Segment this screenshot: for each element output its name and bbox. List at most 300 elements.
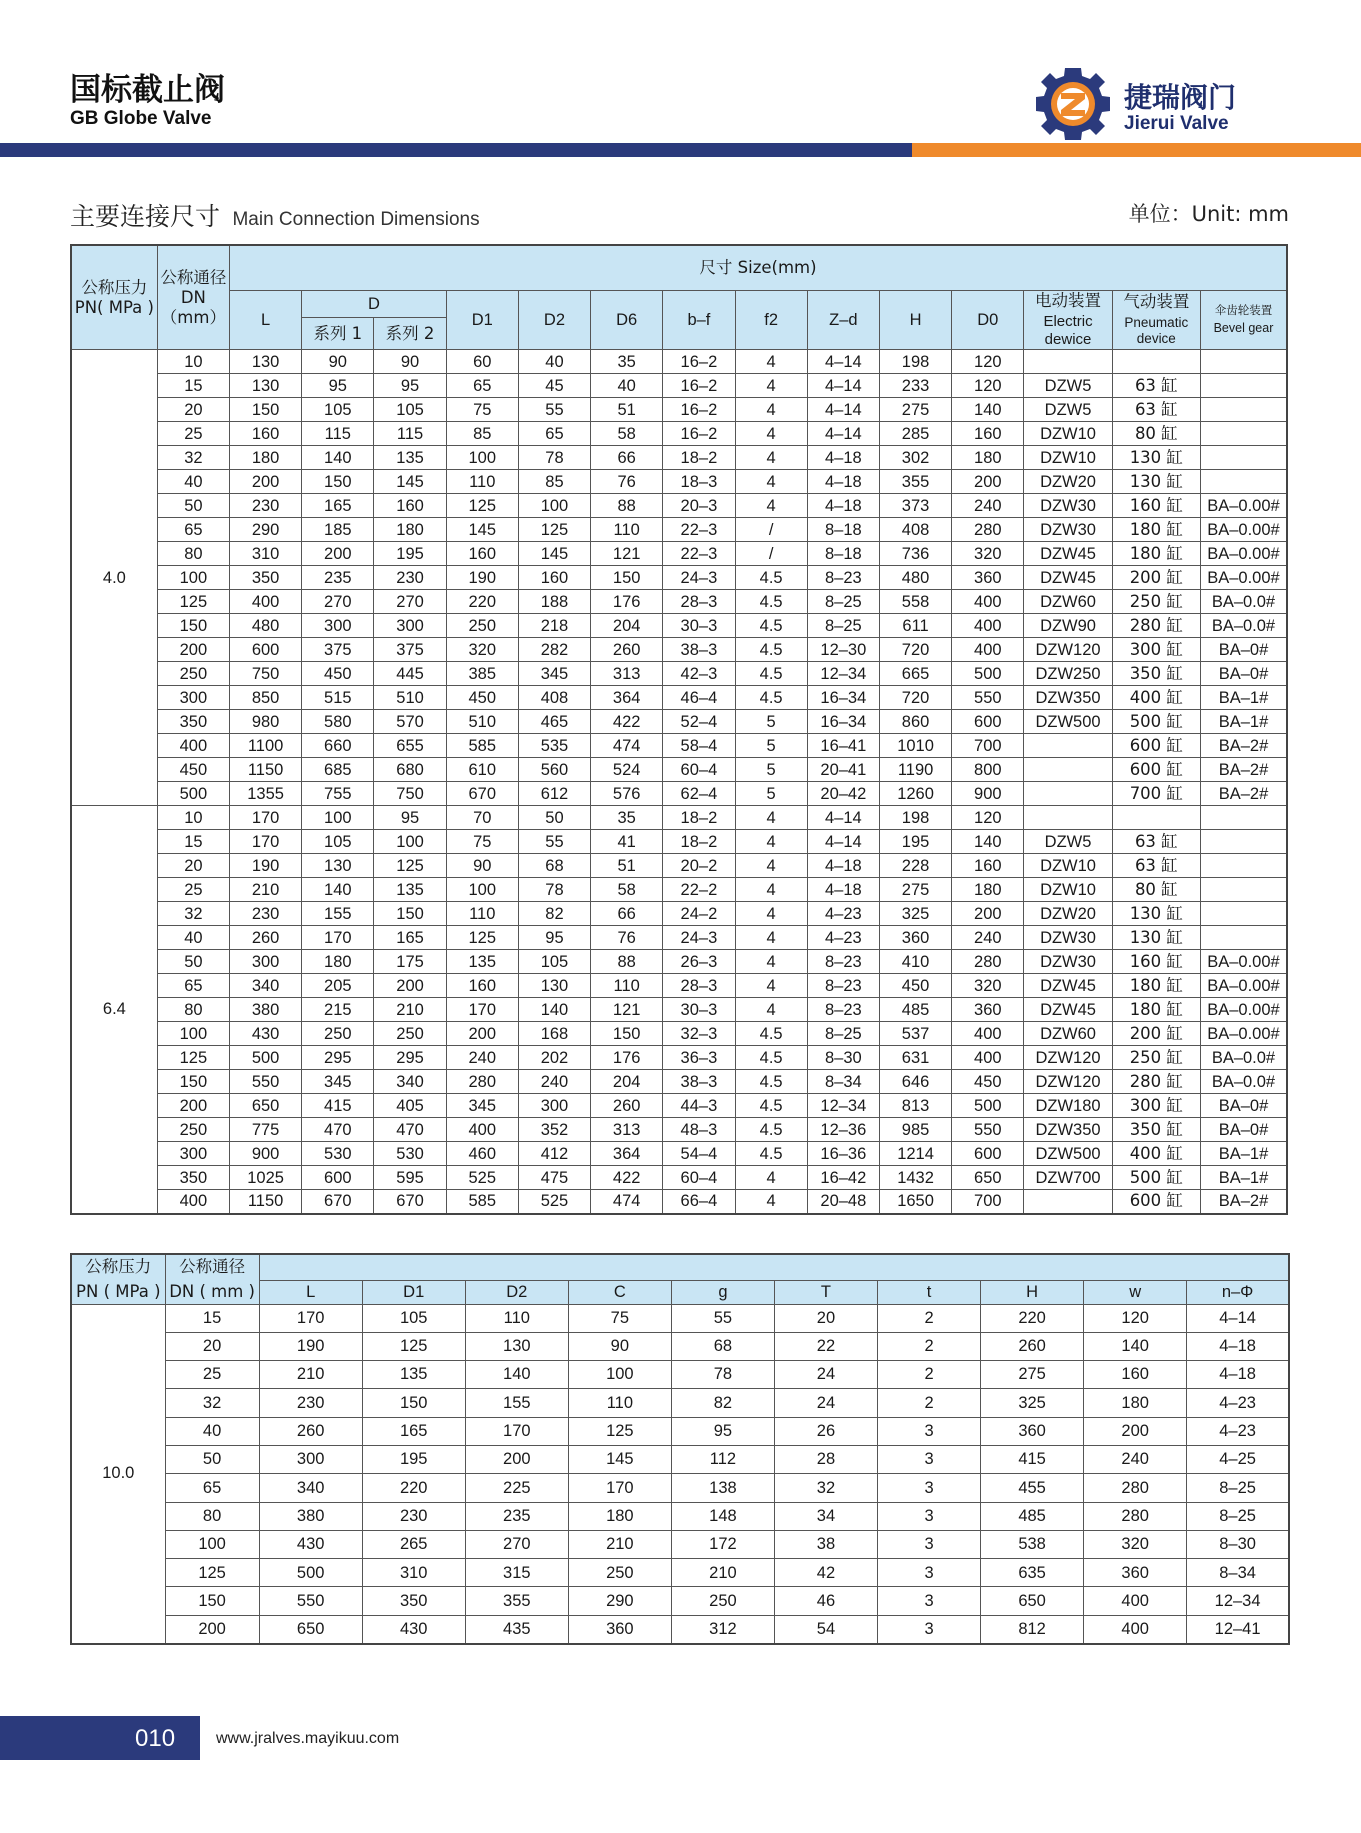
table-cell: BA–2# (1200, 758, 1287, 782)
table-cell: 90 (302, 350, 374, 374)
table-cell: BA–2# (1200, 1190, 1287, 1214)
table-cell: BA–0.0# (1200, 614, 1287, 638)
table-cell: 198 (879, 350, 951, 374)
table-row (71, 854, 1287, 878)
table-cell: 474 (591, 734, 663, 758)
table-cell: 4–14 (807, 398, 879, 422)
table-cell: 60 (446, 350, 518, 374)
table-cell: 470 (374, 1118, 446, 1142)
table-cell: 8–25 (1187, 1474, 1289, 1502)
table-cell: 700 (952, 1190, 1024, 1214)
table-cell: 550 (229, 1070, 301, 1094)
page-number: 010 (135, 1725, 176, 1752)
header-f2: f2 (735, 290, 807, 350)
table-cell: 250 (671, 1587, 774, 1615)
table-cell: DZW45 (1024, 542, 1112, 566)
table-cell: 51 (591, 398, 663, 422)
table-row (71, 974, 1287, 998)
table-cell: 145 (374, 470, 446, 494)
brand-name-cn: 捷瑞阀门 (1124, 81, 1237, 114)
table-row (71, 422, 1287, 446)
table-cell: 670 (374, 1190, 446, 1214)
table-cell: 320 (1084, 1530, 1187, 1558)
table-cell: 160 (518, 566, 590, 590)
table-cell: 300 (374, 614, 446, 638)
table-cell: 280 (952, 950, 1024, 974)
table-cell: 112 (671, 1445, 774, 1473)
table-cell: 80 缸 (1112, 878, 1200, 902)
table-cell: 4 (735, 470, 807, 494)
table-cell: 240 (952, 926, 1024, 950)
table-cell: 16–34 (807, 686, 879, 710)
table-cell: 58 (591, 422, 663, 446)
table-cell: 24–2 (663, 902, 735, 926)
table-cell: 860 (879, 710, 951, 734)
table-cell: BA–0# (1200, 1094, 1287, 1118)
table-cell (1024, 1190, 1112, 1214)
table-cell: 16–34 (807, 710, 879, 734)
table-cell: 125 (518, 518, 590, 542)
table-cell: DZW5 (1024, 830, 1112, 854)
table-cell: 15 (165, 1304, 259, 1332)
table-row (71, 1118, 1287, 1142)
table-cell: 250 缸 (1112, 590, 1200, 614)
table-cell: 38 (774, 1530, 877, 1558)
table-cell: 230 (374, 566, 446, 590)
header-dn: 公称通径DN（mm） (157, 245, 229, 350)
header-pneumatic (1112, 290, 1200, 350)
table-cell: 75 (568, 1304, 671, 1332)
header-zd: Z–d (807, 290, 879, 350)
table-cell: 465 (518, 710, 590, 734)
table-cell (1024, 806, 1112, 830)
table-cell: 12–41 (1187, 1615, 1289, 1643)
table-cell: 8–34 (807, 1070, 879, 1094)
table-cell: 42 (774, 1559, 877, 1587)
table-cell: 110 (591, 974, 663, 998)
header-bevel (1200, 290, 1287, 350)
table-cell: 32 (774, 1474, 877, 1502)
table-cell: 3 (878, 1417, 981, 1445)
header-pneumatic-cn: 气动装置 (1123, 292, 1190, 312)
header2-blank (259, 1254, 1289, 1280)
table-cell: 130 (465, 1332, 568, 1360)
table-cell: 180 (374, 518, 446, 542)
table-cell: 55 (518, 398, 590, 422)
table-cell: 1260 (879, 782, 951, 806)
table-cell: 340 (259, 1474, 362, 1502)
table-row (71, 998, 1287, 1022)
header-electric (1024, 290, 1112, 350)
table-row (71, 782, 1287, 806)
table-cell: 150 (157, 1070, 229, 1094)
table-cell: 200 (952, 470, 1024, 494)
table-cell: 300 缸 (1112, 638, 1200, 662)
table-cell: 313 (591, 662, 663, 686)
table-cell: 655 (374, 734, 446, 758)
table-row (71, 1332, 1289, 1360)
table-cell: 500 (229, 1046, 301, 1070)
table-row (71, 662, 1287, 686)
table-cell: 55 (671, 1304, 774, 1332)
table-cell: 350 (229, 566, 301, 590)
table-cell: 405 (374, 1094, 446, 1118)
table-row (71, 1474, 1289, 1502)
header-bevel-en: Bevel gear (1213, 320, 1274, 335)
table-cell: 148 (671, 1502, 774, 1530)
table-cell: 525 (518, 1190, 590, 1214)
table-cell: 170 (568, 1474, 671, 1502)
table-cell: 250 (157, 1118, 229, 1142)
table-cell: 145 (518, 542, 590, 566)
table-cell: 260 (591, 1094, 663, 1118)
table-row (71, 830, 1287, 854)
table-cell (1200, 902, 1287, 926)
table-cell: 600 (229, 638, 301, 662)
table-cell: 16–2 (663, 398, 735, 422)
table-cell: 3 (878, 1530, 981, 1558)
table-cell: 65 (157, 518, 229, 542)
table-cell: 4–23 (1187, 1389, 1289, 1417)
table-cell: 375 (302, 638, 374, 662)
header2-col: C (568, 1280, 671, 1304)
table-cell: 8–30 (1187, 1530, 1289, 1558)
table-row (71, 878, 1287, 902)
table-cell: DZW500 (1024, 1142, 1112, 1166)
table-cell: 8–25 (807, 1022, 879, 1046)
table-cell: 4 (735, 926, 807, 950)
table-cell: 250 (374, 1022, 446, 1046)
table-cell: 150 (302, 470, 374, 494)
table-cell: 200 (374, 974, 446, 998)
table-cell: 4–14 (807, 374, 879, 398)
table-cell: 650 (259, 1615, 362, 1643)
table-cell: 750 (374, 782, 446, 806)
table-cell: 4–14 (807, 422, 879, 446)
table-cell: 400 缸 (1112, 1142, 1200, 1166)
table-cell: 125 (157, 1046, 229, 1070)
table-cell: 685 (302, 758, 374, 782)
pn-cell: 10.0 (71, 1304, 165, 1644)
table-cell: 4.5 (735, 566, 807, 590)
table-cell: 260 (981, 1332, 1084, 1360)
table-cell: DZW10 (1024, 446, 1112, 470)
table-cell: 28 (774, 1445, 877, 1473)
table-cell: 812 (981, 1615, 1084, 1643)
table-cell: 170 (259, 1304, 362, 1332)
table-cell: 631 (879, 1046, 951, 1070)
table-cell: 4 (735, 422, 807, 446)
table-cell: 150 (591, 1022, 663, 1046)
table-cell: 1355 (229, 782, 301, 806)
table-row (71, 566, 1287, 590)
table-cell: 270 (302, 590, 374, 614)
table-cell: 200 (952, 902, 1024, 926)
table-cell: 240 (952, 494, 1024, 518)
table-cell: 355 (879, 470, 951, 494)
table-cell: 35 (591, 806, 663, 830)
table-cell: 40 (518, 350, 590, 374)
table-cell: 320 (952, 542, 1024, 566)
table-cell: 450 (879, 974, 951, 998)
table-cell: DZW180 (1024, 1094, 1112, 1118)
table-cell: 180 (302, 950, 374, 974)
table-cell: 422 (591, 1166, 663, 1190)
table-cell: 63 缸 (1112, 830, 1200, 854)
table-cell: 400 (229, 590, 301, 614)
table-cell: 4 (735, 446, 807, 470)
table-cell: 4–14 (807, 806, 879, 830)
table-cell: 180 (229, 446, 301, 470)
table-cell: DZW350 (1024, 686, 1112, 710)
table-cell: 220 (362, 1474, 465, 1502)
table-cell: 450 (952, 1070, 1024, 1094)
table-cell: 218 (518, 614, 590, 638)
table-cell: 670 (302, 1190, 374, 1214)
table-row (71, 806, 1287, 830)
table-cell: 350 缸 (1112, 662, 1200, 686)
table-cell: 225 (465, 1474, 568, 1502)
table-cell: 190 (446, 566, 518, 590)
table-cell: 180 缸 (1112, 974, 1200, 998)
table-cell: 22–3 (663, 518, 735, 542)
unit-label: 单位：Unit: mm (1128, 202, 1289, 226)
table-cell: 80 (165, 1502, 259, 1530)
table-cell: 270 (465, 1530, 568, 1558)
table-cell: 295 (374, 1046, 446, 1070)
table-cell: 538 (981, 1530, 1084, 1558)
table-cell: 60–4 (663, 758, 735, 782)
table-cell: 537 (879, 1022, 951, 1046)
table-row (71, 734, 1287, 758)
table-cell: 5 (735, 734, 807, 758)
table-cell: BA–0.00# (1200, 566, 1287, 590)
table-cell: 58 (591, 878, 663, 902)
table-cell: 76 (591, 926, 663, 950)
table-cell: DZW250 (1024, 662, 1112, 686)
table-cell: 165 (362, 1417, 465, 1445)
table-row (71, 614, 1287, 638)
table-cell: 600 缸 (1112, 1190, 1200, 1214)
table-cell: 475 (518, 1166, 590, 1190)
table-cell: 300 (157, 686, 229, 710)
table-cell: 500 (952, 662, 1024, 686)
header2-dn-en: DN ( mm ) (165, 1280, 259, 1304)
table-row (71, 350, 1287, 374)
table-cell: 78 (518, 446, 590, 470)
table-cell: 800 (952, 758, 1024, 782)
table-cell: 576 (591, 782, 663, 806)
table-cell: 650 (981, 1587, 1084, 1615)
table-cell: 150 (362, 1389, 465, 1417)
table-cell: 8–23 (807, 974, 879, 998)
table-cell: 570 (374, 710, 446, 734)
table-cell: 355 (465, 1587, 568, 1615)
header-D1: D1 (446, 290, 518, 350)
table-cell (1200, 374, 1287, 398)
table-cell: 55 (518, 830, 590, 854)
table-row (71, 1389, 1289, 1417)
table-cell: 32 (157, 446, 229, 470)
table-cell: 230 (362, 1502, 465, 1530)
table-row (71, 1070, 1287, 1094)
table-cell: 28–3 (663, 974, 735, 998)
table-cell: 145 (446, 518, 518, 542)
table-cell (1200, 350, 1287, 374)
table-cell: 26–3 (663, 950, 735, 974)
table-cell: 3 (878, 1502, 981, 1530)
table-cell: 188 (518, 590, 590, 614)
table-cell: DZW30 (1024, 518, 1112, 542)
table-cell: 24–3 (663, 566, 735, 590)
table-cell (1200, 806, 1287, 830)
header2-col: D2 (465, 1280, 568, 1304)
table-cell: 18–3 (663, 470, 735, 494)
table-cell: 736 (879, 542, 951, 566)
table-cell: 40 (591, 374, 663, 398)
table-cell: 445 (374, 662, 446, 686)
table-cell: 130 (302, 854, 374, 878)
table-cell: 10 (157, 350, 229, 374)
table-cell: 100 (446, 878, 518, 902)
table-cell: 550 (952, 1118, 1024, 1142)
header2-col: D1 (362, 1280, 465, 1304)
table-cell: 38–3 (663, 1070, 735, 1094)
table-cell: 140 (952, 830, 1024, 854)
table-cell: 295 (302, 1046, 374, 1070)
table-cell (1200, 878, 1287, 902)
table-row (71, 902, 1287, 926)
table-cell: 3 (878, 1587, 981, 1615)
table-row (71, 1445, 1289, 1473)
table-cell: 352 (518, 1118, 590, 1142)
table-cell: DZW500 (1024, 710, 1112, 734)
table-cell: 130 (229, 374, 301, 398)
table-cell: 4.5 (735, 1046, 807, 1070)
table-cell (1200, 422, 1287, 446)
header2-pn-cn: 公称压力 (71, 1254, 165, 1280)
table-cell: 82 (518, 902, 590, 926)
table-cell: 34 (774, 1502, 877, 1530)
header-bevel-cn: 伞齿轮装置 (1214, 303, 1273, 317)
table-cell: 345 (302, 1070, 374, 1094)
table-cell: 550 (259, 1587, 362, 1615)
table-cell: 313 (591, 1118, 663, 1142)
table-cell: DZW30 (1024, 950, 1112, 974)
table-cell: 1214 (879, 1142, 951, 1166)
table-cell: 210 (671, 1559, 774, 1587)
header2-col: w (1084, 1280, 1187, 1304)
table-cell: 350 (362, 1587, 465, 1615)
table-cell: 4–18 (807, 494, 879, 518)
table-cell: 90 (446, 854, 518, 878)
table-cell: 105 (302, 830, 374, 854)
table-cell: 165 (302, 494, 374, 518)
table-cell: 200 (229, 470, 301, 494)
table-cell: 300 缸 (1112, 1094, 1200, 1118)
table-cell: BA–0.0# (1200, 1046, 1287, 1070)
table-cell: 455 (981, 1474, 1084, 1502)
table-cell: 20 (157, 854, 229, 878)
table-cell: 560 (518, 758, 590, 782)
table-cell (1112, 806, 1200, 830)
table-cell: 180 缸 (1112, 542, 1200, 566)
table-cell: 52–4 (663, 710, 735, 734)
table-cell: 16–42 (807, 1166, 879, 1190)
table-cell: 82 (671, 1389, 774, 1417)
table-cell: 180 (952, 446, 1024, 470)
table-cell: 4.5 (735, 1094, 807, 1118)
table-cell: 900 (229, 1142, 301, 1166)
table-cell: 585 (446, 734, 518, 758)
table-cell: 3 (878, 1615, 981, 1643)
table-cell: 130 (518, 974, 590, 998)
table-cell: 660 (302, 734, 374, 758)
table-cell: 300 (229, 950, 301, 974)
table-cell: 435 (465, 1615, 568, 1643)
table-cell: 1150 (229, 758, 301, 782)
table-cell: 373 (879, 494, 951, 518)
table-cell: 65 (165, 1474, 259, 1502)
table-cell: 18–2 (663, 446, 735, 470)
table-cell: BA–0.00# (1200, 974, 1287, 998)
table-cell: 350 (157, 1166, 229, 1190)
table-cell (1200, 854, 1287, 878)
table-cell: 18–2 (663, 830, 735, 854)
table-cell: 290 (229, 518, 301, 542)
table-cell: 16–41 (807, 734, 879, 758)
dimensions-table-pn40-64 (70, 244, 1288, 1215)
table-row (71, 1094, 1287, 1118)
table-cell: 160 (446, 542, 518, 566)
table-cell: 233 (879, 374, 951, 398)
table-cell: DZW120 (1024, 1070, 1112, 1094)
table-row (71, 1304, 1289, 1332)
table-cell: 8–23 (807, 566, 879, 590)
table-cell: 360 (952, 566, 1024, 590)
table-cell (1024, 350, 1112, 374)
header-D: D (302, 290, 446, 318)
table-cell: 65 (446, 374, 518, 398)
table-cell: 282 (518, 638, 590, 662)
table-cell: BA–0.00# (1200, 1022, 1287, 1046)
table-cell: DZW10 (1024, 854, 1112, 878)
table-cell: 130 缸 (1112, 902, 1200, 926)
table-cell: 485 (981, 1502, 1084, 1530)
table-cell: 525 (446, 1166, 518, 1190)
table-row (71, 1022, 1287, 1046)
table-cell: 204 (591, 1070, 663, 1094)
table-cell: 35 (591, 350, 663, 374)
table-cell: 210 (568, 1530, 671, 1558)
table-cell: 76 (591, 470, 663, 494)
table-cell: 400 (157, 1190, 229, 1214)
table-cell: 78 (518, 878, 590, 902)
table-cell: 325 (879, 902, 951, 926)
table-cell: 460 (446, 1142, 518, 1166)
table-cell: 4 (735, 374, 807, 398)
table-cell: 155 (302, 902, 374, 926)
table-cell: DZW90 (1024, 614, 1112, 638)
table-cell: 500 (157, 782, 229, 806)
pn-cell: 6.4 (71, 806, 157, 1214)
table-cell: 18–2 (663, 806, 735, 830)
page-title-en: GB Globe Valve (70, 108, 212, 129)
table-cell: 265 (362, 1530, 465, 1558)
table-cell: 380 (229, 998, 301, 1022)
table-cell: 700 (952, 734, 1024, 758)
table-cell: 350 缸 (1112, 1118, 1200, 1142)
